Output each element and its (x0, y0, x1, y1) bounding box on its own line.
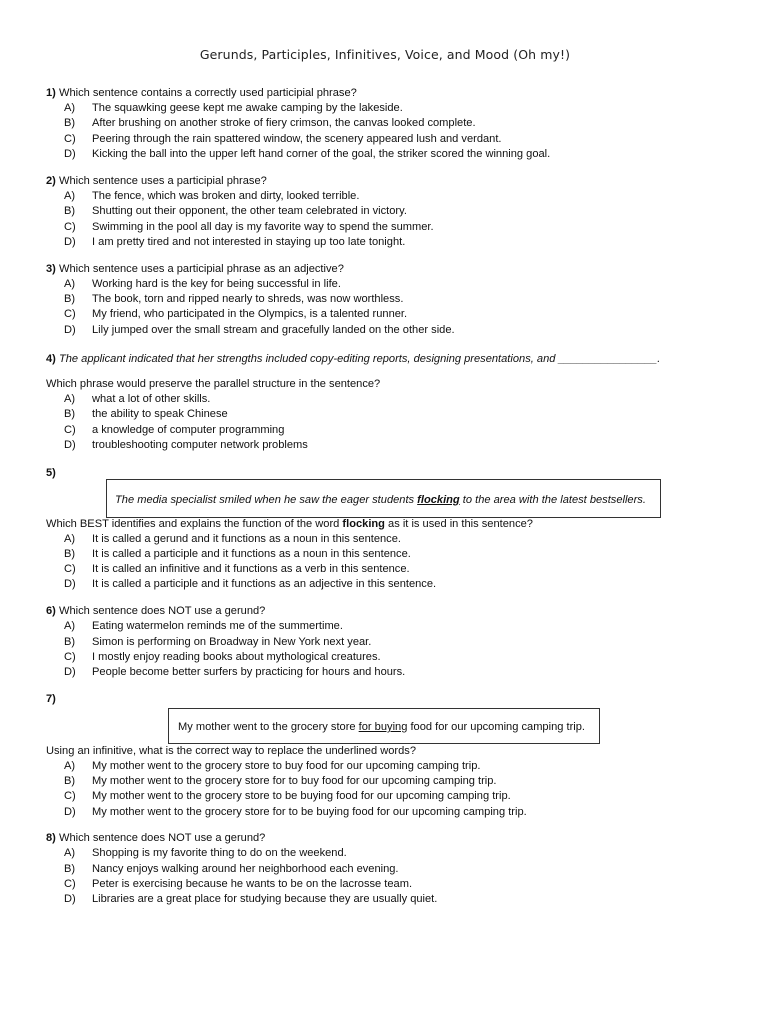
question-7-prompt: Using an infinitive, what is the correct way to replace the underlined words? (46, 745, 416, 757)
option-text: My mother went to the grocery store for to be buying food for our upcoming camping trip. (92, 806, 527, 818)
sentence-part: The media specialist smiled when he saw the eager students (115, 494, 418, 506)
question-4-stem (46, 352, 660, 366)
option-text: The squawking geese kept me awake camping by the lakeside. (92, 102, 403, 114)
option-text: My mother went to the grocery store to be buying food for our upcoming camping trip. (92, 790, 511, 802)
option-letter: C) (64, 563, 76, 575)
option-letter: B) (64, 548, 76, 560)
question-5-prompt (46, 517, 533, 531)
option-text: Shutting out their opponent, the other team celebrated in victory. (92, 205, 407, 217)
option-letter: C) (64, 308, 76, 320)
sentence-text (178, 720, 585, 734)
option-letter: A) (64, 760, 76, 772)
option-letter: D) (64, 324, 76, 336)
option-text: Simon is performing on Broadway in New York next year. (92, 636, 372, 648)
option-letter: B) (64, 863, 76, 875)
sentence-part: My mother went to the grocery store (178, 721, 359, 733)
option-text: a knowledge of computer programming (92, 424, 285, 436)
prompt-part: Which BEST identifies and explains the function of the word (46, 518, 343, 530)
option-text: I mostly enjoy reading books about mythological creatures. (92, 651, 381, 663)
option-letter: B) (64, 775, 76, 787)
option-letter: A) (64, 847, 76, 859)
question-text: Which sentence uses a participial phrase? (58, 175, 267, 187)
option-text: My friend, who participated in the Olympics, is a talented runner. (92, 308, 408, 320)
sentence-highlight: for buying (358, 721, 408, 733)
question-number: 2) (46, 175, 56, 187)
option-text: Swimming in the pool all day is my favorite way to spend the summer. (92, 221, 434, 233)
option-text: After brushing on another stroke of fiery crimson, the canvas looked complete. (92, 117, 476, 129)
question-text: Which sentence uses a participial phrase as an adjective? (58, 263, 344, 275)
option-text: troubleshooting computer network problems (92, 439, 308, 451)
option-letter: D) (64, 806, 76, 818)
option-letter: A) (64, 533, 76, 545)
prompt-bold: flocking (342, 518, 385, 530)
question-text: Which sentence does NOT use a gerund? (58, 605, 266, 617)
option-text: Shopping is my favorite thing to do on the weekend. (92, 847, 347, 859)
option-letter: D) (64, 893, 76, 905)
sentence-text (115, 493, 646, 507)
question-number: 8) (46, 832, 56, 844)
option-text: Lily jumped over the small stream and gracefully landed on the other side. (92, 324, 455, 336)
option-text: what a lot of other skills. (92, 393, 211, 405)
option-text: My mother went to the grocery store for to buy food for our upcoming camping trip. (92, 775, 497, 787)
option-text: My mother went to the grocery store to buy food for our upcoming camping trip. (92, 760, 481, 772)
question-text: The applicant indicated that her strengths included copy-editing reports, designing presentations, and ________________. (58, 353, 661, 365)
question-6-stem (46, 604, 265, 618)
option-letter: D) (64, 439, 76, 451)
option-text: Peering through the rain spattered window, the scenery appeared lush and verdant. (92, 133, 502, 145)
option-text: Nancy enjoys walking around her neighborhood each evening. (92, 863, 399, 875)
question-2-stem (46, 174, 267, 188)
option-text: Eating watermelon reminds me of the summertime. (92, 620, 343, 632)
sentence-part: to the area with the latest bestsellers. (459, 494, 646, 506)
option-letter: C) (64, 790, 76, 802)
option-text: It is called an infinitive and it functions as a verb in this sentence. (92, 563, 410, 575)
option-text: the ability to speak Chinese (92, 408, 228, 420)
option-text: The book, torn and ripped nearly to shreds, was now worthless. (92, 293, 404, 305)
option-letter: A) (64, 393, 76, 405)
option-letter: A) (64, 278, 76, 290)
question-1-stem (46, 86, 357, 100)
question-5-sentence-box (106, 479, 661, 518)
question-text: Which sentence contains a correctly used participial phrase? (58, 87, 357, 99)
question-8-stem (46, 831, 265, 845)
question-text: Which sentence does NOT use a gerund? (58, 832, 266, 844)
question-7-sentence-box (168, 708, 600, 744)
question-3-stem (46, 262, 344, 276)
page-title: Gerunds, Participles, Infinitives, Voice, and Mood (Oh my!) (199, 47, 571, 62)
option-text: People become better surfers by practicing for hours and hours. (92, 666, 406, 678)
option-letter: D) (64, 578, 76, 590)
option-letter: A) (64, 620, 76, 632)
option-text: It is called a participle and it functions as an adjective in this sentence. (92, 578, 437, 590)
prompt-part: as it is used in this sentence? (384, 518, 533, 530)
option-text: Kicking the ball into the upper left hand corner of the goal, the striker scored the winning goal. (92, 148, 551, 160)
option-letter: B) (64, 293, 76, 305)
option-letter: B) (64, 205, 76, 217)
question-number: 5) (46, 467, 56, 479)
option-letter: C) (64, 424, 76, 436)
option-letter: C) (64, 221, 76, 233)
option-letter: C) (64, 878, 76, 890)
question-number: 4) (46, 353, 56, 365)
option-letter: D) (64, 148, 76, 160)
option-text: I am pretty tired and not interested in staying up too late tonight. (92, 236, 406, 248)
option-text: It is called a participle and it functions as a noun in this sentence. (92, 548, 411, 560)
option-text: Peter is exercising because he wants to be on the lacrosse team. (92, 878, 413, 890)
option-letter: C) (64, 651, 76, 663)
option-text: The fence, which was broken and dirty, looked terrible. (92, 190, 360, 202)
option-letter: B) (64, 117, 76, 129)
option-letter: D) (64, 666, 76, 678)
option-letter: B) (64, 636, 76, 648)
sentence-part: food for our upcoming camping trip. (407, 721, 585, 733)
option-letter: A) (64, 102, 76, 114)
question-4-substem: Which phrase would preserve the parallel structure in the sentence? (46, 378, 381, 390)
sentence-highlight: flocking (417, 494, 460, 506)
question-number: 1) (46, 87, 56, 99)
option-letter: D) (64, 236, 76, 248)
option-text: It is called a gerund and it functions as a noun in this sentence. (92, 533, 401, 545)
option-letter: B) (64, 408, 76, 420)
option-letter: C) (64, 133, 76, 145)
option-text: Libraries are a great place for studying because they are usually quiet. (92, 893, 438, 905)
option-text: Working hard is the key for being successful in life. (92, 278, 341, 290)
option-letter: A) (64, 190, 76, 202)
question-number: 7) (46, 693, 56, 705)
question-number: 6) (46, 605, 56, 617)
question-7-stem (46, 692, 56, 706)
question-number: 3) (46, 263, 56, 275)
question-5-stem (46, 466, 56, 480)
